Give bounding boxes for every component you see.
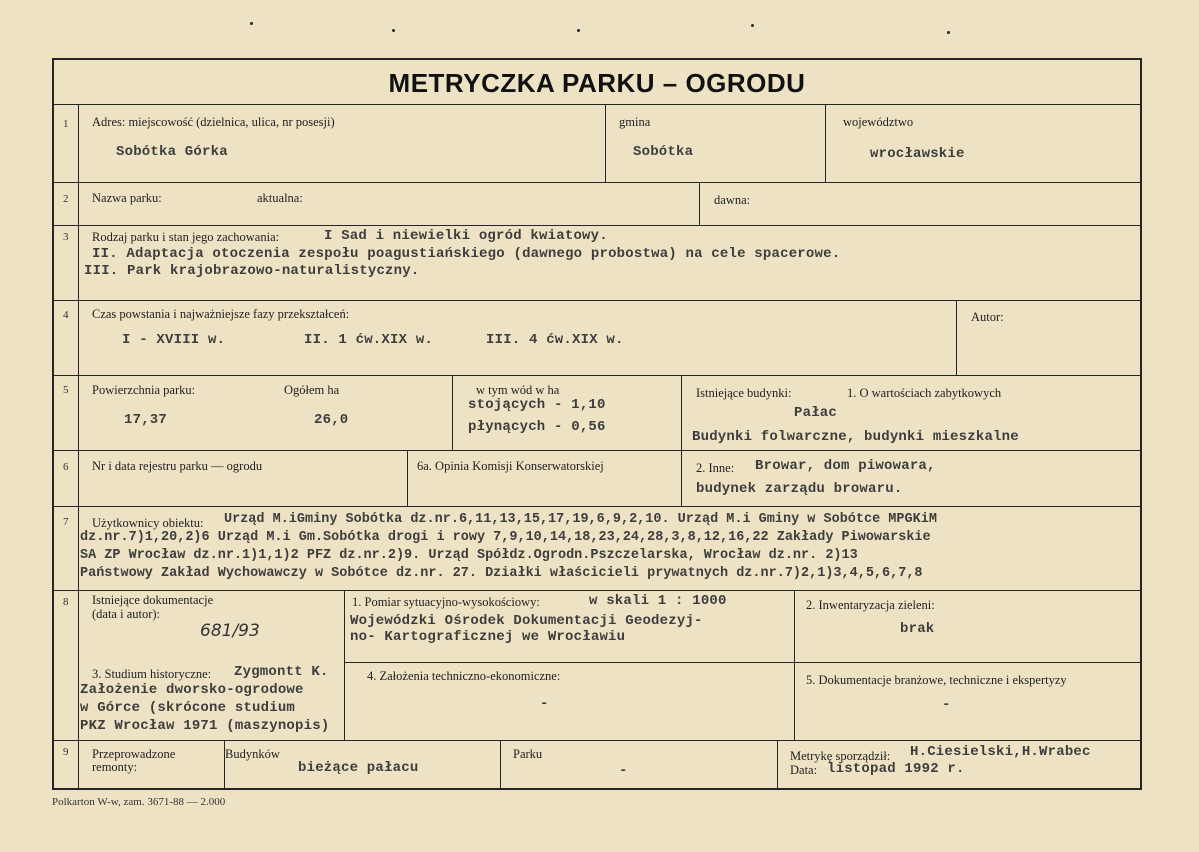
park-name-label: Nazwa parku: (92, 191, 162, 205)
survey-line: Wojewódzki Ośrodek Dokumentacji Geodezyj- (350, 613, 703, 629)
handwritten-doc-number: 681/93 (200, 621, 260, 641)
row-number: 3 (63, 231, 69, 243)
survey-line: no- Kartograficznej we Wrocławiu (350, 629, 626, 645)
row-number: 4 (63, 309, 69, 321)
users-line: Urząd M.iGminy Sobótka dz.nr.6,11,13,15,17,19,6,9,2,10. Urząd M.i Gminy w Sobótce MPGKiM (224, 512, 937, 527)
divider (54, 506, 1140, 507)
park-type-line: II. Adaptacja otoczenia zespołu poagustiańskiego (dawnego probostwa) na cele spacerowe. (92, 246, 841, 262)
former-name-label: dawna: (714, 193, 751, 207)
buildings-repairs-value: bieżące pałacu (298, 760, 419, 776)
divider (777, 740, 778, 790)
repairs-label: Przeprowadzone (92, 747, 176, 761)
branch-docs-value: - (942, 697, 951, 713)
documentation-sub-label: (data i autor): (92, 607, 161, 621)
voivodeship-value: wrocławskie (870, 146, 965, 162)
total-area-label: Ogółem ha (284, 383, 340, 397)
divider (54, 182, 1140, 183)
metric-card (52, 58, 1142, 790)
divider (825, 104, 826, 182)
date-label: Data: (790, 763, 818, 777)
row-number: 8 (63, 596, 69, 608)
other-buildings-value: Browar, dom piwowara, (755, 458, 936, 474)
buildings-repairs-label: Budynków (225, 747, 280, 761)
divider (699, 182, 700, 225)
divider (452, 375, 453, 450)
divider (681, 450, 682, 506)
divider (794, 590, 795, 740)
divider (344, 590, 345, 740)
phases-label: Czas powstania i najważniejsze fazy przekształceń: (92, 307, 350, 321)
users-line: SA ZP Wrocław dz.nr.1)1,1)2 PFZ dz.nr.2)9. Urząd Spółdz.Ogrodn.Pszczelarska, Wrocław dz.nr. 2)13 (80, 548, 858, 563)
register-label: Nr i data rejestru parku — ogrodu (92, 459, 263, 473)
park-type-line: I Sad i niewielki ogród kwiatowy. (324, 228, 608, 244)
row-number: 2 (63, 193, 69, 205)
author-label: Autor: (971, 310, 1004, 324)
existing-buildings-label: Istniejące budynki: (696, 386, 792, 400)
prepared-by-label: Metrykę sporządził: (790, 749, 891, 763)
row-number: 7 (63, 516, 69, 528)
divider (54, 450, 1140, 451)
number-column-line (78, 104, 79, 790)
park-repairs-label: Parku (513, 747, 543, 761)
gmina-value: Sobótka (633, 144, 694, 160)
divider (54, 740, 1140, 741)
users-line: dz.nr.7)1,20,2)6 Urząd M.i Gm.Sobótka drogi i rowy 7,9,10,14,18,23,24,28,3,8,12,16,22 Zakłady Piwowarskie (80, 530, 931, 545)
divider (605, 104, 606, 182)
prepared-by-value: H.Ciesielski,H.Wrabec (910, 744, 1091, 760)
phase-value: I - XVIII w. (122, 332, 226, 348)
current-name-label: aktualna: (257, 191, 303, 205)
voivodeship-label: województwo (843, 115, 914, 129)
users-line: Państwowy Zakład Wychowawczy w Sobótce dz.nr. 27. Działki właścicieli prywatnych dz.nr.7)2,1)3,4,5,6,7,8 (80, 566, 923, 581)
history-study-line: Założenie dworsko-ogrodowe (80, 682, 304, 698)
history-study-label: 3. Studium historyczne: (92, 667, 212, 681)
form-title: METRYCZKA PARKU – OGRODU (388, 68, 806, 98)
divider (500, 740, 501, 790)
history-study-line: w Górce (skrócone studium (80, 700, 296, 716)
water-label: w tym wód w ha (476, 383, 560, 397)
building-value: Budynki folwarczne, budynki mieszkalne (692, 429, 1019, 445)
date-value: listopad 1992 r. (827, 761, 965, 777)
printer-footer: Polkarton W-w, zam. 3671-88 — 2.000 (52, 796, 226, 808)
total-area-value: 26,0 (314, 412, 349, 428)
area-value: 17,37 (124, 412, 168, 428)
divider (956, 300, 957, 375)
documentation-label: Istniejące dokumentacje (92, 593, 214, 607)
repairs-label: remonty: (92, 760, 138, 774)
divider (54, 375, 1140, 376)
flowing-water-value: płynących - 0,56 (468, 419, 606, 435)
address-label: Adres: miejscowość (dzielnica, ulica, nr posesji) (92, 115, 335, 129)
phase-value: II. 1 ćw.XIX w. (304, 332, 434, 348)
park-repairs-value: - (619, 763, 628, 779)
park-type-line: III. Park krajobrazowo-naturalistyczny. (84, 263, 420, 279)
tech-econ-label: 4. Założenia techniczno-ekonomiczne: (367, 669, 561, 683)
other-buildings-label: 2. Inne: (696, 461, 735, 475)
divider (681, 375, 682, 450)
address-value: Sobótka Górka (116, 144, 228, 160)
divider (54, 300, 1140, 301)
phase-value: III. 4 ćw.XIX w. (486, 332, 624, 348)
conservation-opinion-label: 6a. Opinia Komisji Konserwatorskiej (417, 459, 604, 473)
row-number: 1 (63, 118, 69, 130)
park-type-label: Rodzaj parku i stan jego zachowania: (92, 230, 280, 244)
row-number: 9 (63, 746, 69, 758)
divider (344, 662, 1140, 663)
users-label: Użytkownicy obiektu: (92, 516, 204, 530)
building-value: Pałac (794, 405, 838, 421)
heritage-buildings-label: 1. O wartościach zabytkowych (847, 386, 1002, 400)
history-study-author: Zygmontt K. (234, 664, 329, 680)
other-buildings-value: budynek zarządu browaru. (696, 481, 903, 497)
tech-econ-value: - (540, 696, 549, 712)
divider (54, 104, 1140, 105)
gmina-label: gmina (619, 115, 651, 129)
inventory-label: 2. Inwentaryzacja zieleni: (806, 598, 935, 612)
area-label: Powierzchnia parku: (92, 383, 196, 397)
divider (407, 450, 408, 506)
still-water-value: stojących - 1,10 (468, 397, 606, 413)
inventory-value: brak (900, 621, 935, 637)
survey-label: 1. Pomiar sytuacyjno-wysokościowy: (352, 595, 540, 609)
divider (54, 225, 1140, 226)
row-number: 6 (63, 461, 69, 473)
row-number: 5 (63, 384, 69, 396)
divider (54, 590, 1140, 591)
branch-docs-label: 5. Dokumentacje branżowe, techniczne i ekspertyzy (806, 673, 1067, 687)
survey-scale: w skali 1 : 1000 (589, 593, 727, 609)
history-study-line: PKZ Wrocław 1971 (maszynopis) (80, 718, 330, 734)
